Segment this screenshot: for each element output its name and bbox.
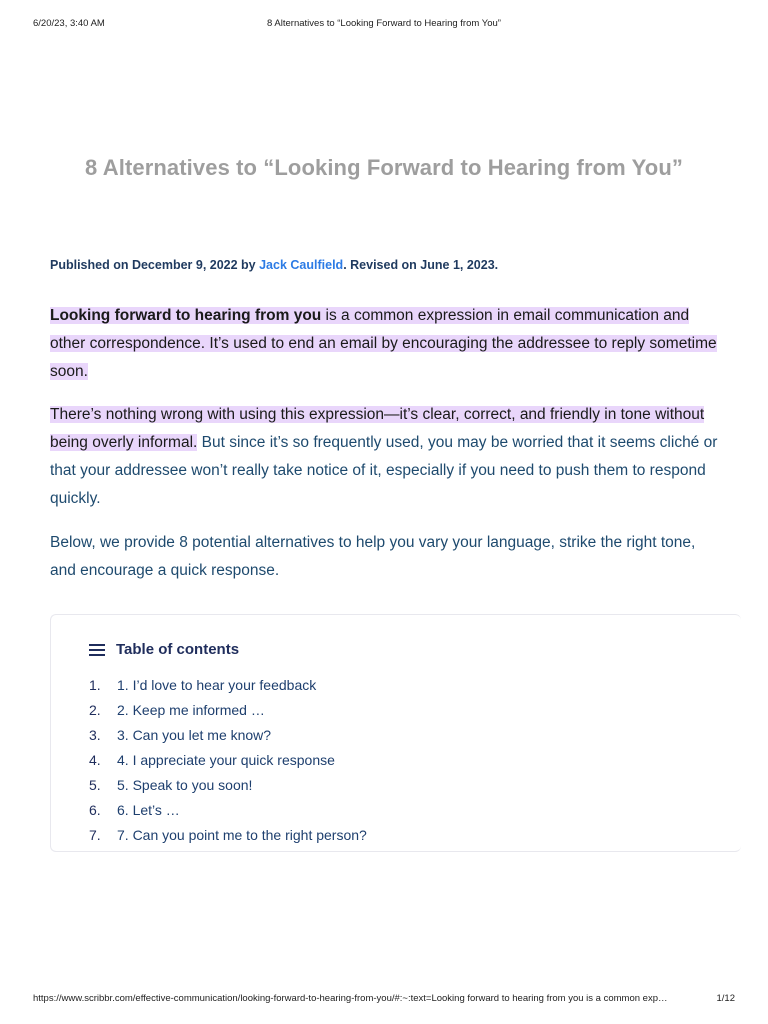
toc-item[interactable]	[89, 727, 367, 752]
highlighted-text: There’s nothing wrong with using this expression—it’s clear, correct, and friendly in tone without being overly informal.	[50, 406, 705, 451]
toc-item-number: 3.	[89, 727, 101, 743]
toc-item-number: 1.	[89, 677, 101, 693]
page-number: 1/12	[716, 993, 735, 1004]
page-url: https://www.scribbr.com/effective-communication/looking-forward-to-hearing-from-you/#:~:text=Looking forward to hearing from you is a common exp…	[33, 993, 668, 1004]
author-link[interactable]: Jack Caulfield	[259, 258, 344, 272]
toc-item-number: 2.	[89, 702, 101, 718]
paragraph-usage	[50, 401, 720, 513]
toc-item[interactable]	[89, 702, 367, 727]
list-icon	[89, 644, 105, 656]
table-of-contents	[50, 614, 741, 852]
toc-item-link[interactable]: 5. Speak to you soon!	[117, 777, 253, 793]
toc-item-link[interactable]: 4. I appreciate your quick response	[117, 752, 335, 768]
highlighted-key-phrase: Looking forward to hearing from you	[50, 307, 322, 324]
print-date: 6/20/23, 3:40 AM	[33, 18, 105, 29]
toc-item[interactable]	[89, 777, 367, 802]
print-doc-title: 8 Alternatives to “Looking Forward to Hearing from You”	[267, 18, 501, 29]
toc-item-number: 4.	[89, 752, 101, 768]
toc-item[interactable]	[89, 752, 367, 777]
toc-item-link[interactable]: 7. Can you point me to the right person?	[117, 827, 367, 843]
paragraph-overview: Below, we provide 8 potential alternatives to help you vary your language, strike the right tone, and encourage a quick response.	[50, 534, 696, 579]
toc-item-number: 7.	[89, 827, 101, 843]
toc-item[interactable]	[89, 677, 367, 702]
toc-item-link[interactable]: 2. Keep me informed …	[117, 702, 265, 718]
print-header	[33, 18, 735, 32]
toc-item-link[interactable]: 6. Let’s …	[117, 802, 180, 818]
article-title: 8 Alternatives to “Looking Forward to Hearing from You”	[85, 155, 683, 180]
toc-item[interactable]	[89, 827, 367, 852]
article-meta	[50, 258, 498, 272]
toc-item[interactable]	[89, 802, 367, 827]
paragraph-intro	[50, 302, 720, 386]
highlighted-text: is a common expression in email communication and other correspondence. It’s used to end an email by encouraging the addressee to reply sometime soon.	[50, 307, 717, 380]
toc-list	[89, 677, 367, 852]
toc-item-number: 5.	[89, 777, 101, 793]
toc-item-link[interactable]: 1. I’d love to hear your feedback	[117, 677, 317, 693]
toc-header	[89, 641, 239, 658]
paragraph-text: But since it’s so frequently used, you may be worried that it seems cliché or that your addressee won’t really take notice of it, especially if you need to push them to respond quickly.	[50, 434, 718, 507]
toc-item-link[interactable]: 3. Can you let me know?	[117, 727, 272, 743]
toc-title: Table of contents	[116, 641, 240, 658]
revised-date: . Revised on June 1, 2023.	[343, 258, 499, 272]
toc-item-number: 6.	[89, 802, 101, 818]
published-date: Published on December 9, 2022 by	[50, 258, 260, 272]
